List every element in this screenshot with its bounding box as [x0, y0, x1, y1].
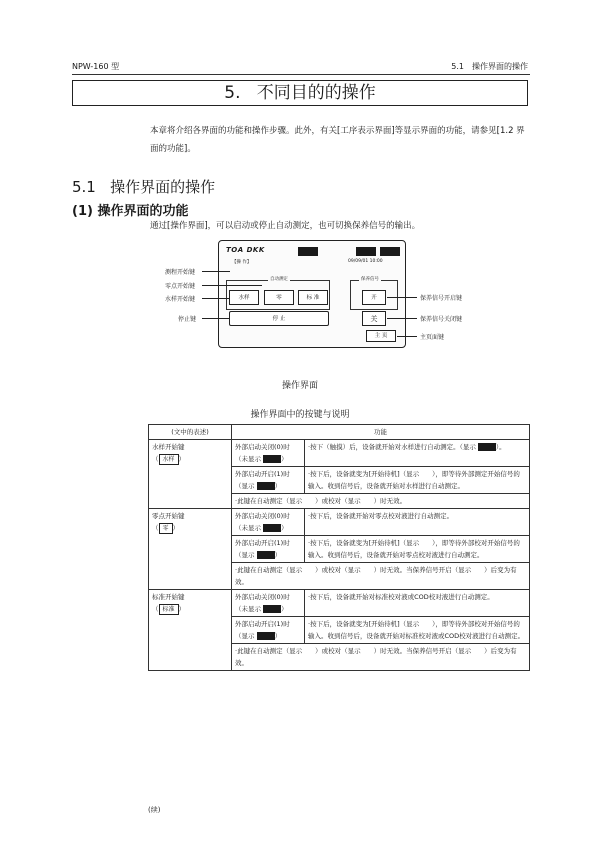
signal-on-button[interactable]: 开	[362, 290, 386, 305]
stop-button[interactable]: 停 止	[229, 311, 329, 326]
condition-on-show: （显示	[235, 482, 255, 490]
condition-on: 外部启动开启(1)时	[235, 470, 290, 478]
description-cell: ·按下后，设备就开始对标准校对液或COD校对液进行自动测定。	[305, 590, 530, 617]
condition-cell: 外部启动关闭(0)时 （未显示 ）	[232, 509, 305, 536]
callout-line	[397, 336, 417, 337]
indicator-block	[263, 455, 281, 463]
key-table	[148, 424, 530, 671]
key-cell: 标准开始键 （ 标准 ）	[149, 590, 232, 671]
condition-off-show: （未显示	[235, 605, 261, 613]
screen-datetime: 09/09/01 10:00	[348, 259, 383, 264]
condition-off-show: （未显示	[235, 455, 261, 463]
condition-on-show: （显示	[235, 551, 255, 559]
callout-line	[202, 285, 262, 286]
key-icon-standard: 标准	[159, 604, 179, 615]
key-name: 零点开始键	[152, 512, 185, 520]
condition-on-show: （显示	[235, 632, 255, 640]
callout-zero-start: 零点开始键	[165, 283, 196, 290]
callout-main-page: 主页面键	[420, 334, 445, 341]
subsection-title: 操作界面的功能	[97, 204, 189, 219]
description-cell: ·按下（触摸）后，设备就开始对水样进行自动测定。（显示 ）。	[305, 440, 530, 467]
condition-cell: 外部启动开启(1)时 （显示 ）	[232, 467, 305, 494]
callout-line	[387, 297, 417, 298]
screen-name: 【操 作】	[232, 260, 252, 265]
status-block	[298, 247, 318, 256]
condition-off: 外部启动关闭(0)时	[235, 443, 290, 451]
header-model: NPW-160 型	[72, 62, 120, 71]
indicator-block	[257, 551, 275, 559]
signal-group-label: 保养信号	[361, 277, 379, 282]
brand-logo: TOA DKK	[226, 246, 265, 254]
condition-cell: 外部启动开启(1)时 （显示 ）	[232, 536, 305, 563]
description-cell: ·按下后，设备就开始对零点校对液进行自动测定。	[305, 509, 530, 536]
table-caption: 操作界面中的按键与说明	[250, 410, 350, 420]
description-cell: ·按下后，设备就变为[开始待机]（显示 ），即等待外部校对开始信号的输入。收到信号后，设备就开始对标准校对液或COD校对液进行自动测定。	[305, 617, 530, 644]
description-off: ·按下（触摸）后，设备就开始对水样进行自动测定。（显示	[308, 443, 476, 451]
callout-water-start: 水样开始键	[165, 296, 196, 303]
chapter-title: 不同目的的操作	[256, 83, 376, 103]
condition-cell: 外部启动关闭(0)时 （未显示 ）	[232, 590, 305, 617]
key-cell: 水样开始键 （ 水样 ）	[149, 440, 232, 509]
condition-off: 外部启动关闭(0)时	[235, 593, 290, 601]
table-row	[149, 590, 530, 617]
callout-line	[202, 298, 229, 299]
auto-group-label: 自动测定	[270, 277, 288, 282]
table-header-row	[149, 425, 530, 440]
callout-signal-off: 保养信号关闭键	[420, 316, 463, 323]
indicator-block	[478, 443, 496, 451]
section-title: 操作界面的操作	[110, 178, 216, 196]
table-row	[149, 440, 530, 467]
panel-caption: 操作界面	[281, 381, 318, 391]
callout-measure-start: 测程开始键	[165, 269, 196, 276]
status-block-2	[356, 247, 376, 256]
key-name: 标准开始键	[152, 593, 185, 601]
indicator-block	[263, 605, 281, 613]
status-block-3	[380, 247, 400, 256]
chapter-number: 5.	[224, 83, 241, 103]
callout-line	[202, 318, 229, 319]
callout-signal-on: 保养信号开启键	[420, 295, 463, 302]
key-icon-zero: 零	[159, 523, 173, 534]
key-icon-water: 水样	[159, 454, 179, 465]
condition-cell: 外部启动开启(1)时 （显示 ）	[232, 617, 305, 644]
zero-start-button[interactable]: 零	[264, 290, 294, 305]
chapter-title-box	[72, 80, 528, 106]
callout-stop: 停止键	[178, 316, 197, 323]
standard-start-button[interactable]: 标 准	[298, 290, 328, 305]
callout-line	[387, 318, 417, 319]
note-cell: ·此键在自动测定（显示 ）或校对（显示 ）时无效。当保养信号开启（显示 ）后变为有效。	[232, 563, 530, 590]
subsection-lead: 通过[操作界面]，可以启动或停止自动测定，也可切换保养信号的输出。	[150, 221, 421, 231]
description-cell: ·按下后，设备就变为[开始待机]（显示 ），即等待外部测定开始信号的输入。收到信号后，设备就开始对水样进行自动测定。	[305, 467, 530, 494]
key-cell: 零点开始键 （ 零 ）	[149, 509, 232, 590]
header-function: 功能	[232, 425, 530, 440]
subsection-number: (1)	[72, 204, 93, 219]
condition-cell: 外部启动关闭(0)时 （未显示 ）	[232, 440, 305, 467]
condition-on: 外部启动开启(1)时	[235, 620, 290, 628]
description-cell: ·按下后，设备就变为[开始待机]（显示 ），即等待外部校对开始信号的输入。收到信号后，设备就开始对零点校对液进行自动测定。	[305, 536, 530, 563]
condition-off: 外部启动关闭(0)时	[235, 512, 290, 520]
intro-paragraph: 本章将介绍各界面的功能和操作步骤。此外，有关[工序表示界面]等显示界面的功能，请参见[1.2 界面的功能]。	[150, 126, 525, 154]
condition-on: 外部启动开启(1)时	[235, 539, 290, 547]
water-start-button[interactable]: 水样	[229, 290, 259, 305]
signal-off-button[interactable]: 关	[362, 311, 386, 326]
header-rule	[72, 74, 530, 75]
header-key: (文中的表述)	[149, 425, 232, 440]
header-section: 5.1 操作界面的操作	[451, 62, 528, 71]
indicator-block	[257, 632, 275, 640]
section-heading	[72, 176, 215, 197]
callout-line	[202, 271, 230, 272]
main-page-button[interactable]: 主 页	[366, 330, 396, 342]
indicator-block	[257, 482, 275, 490]
key-name: 水样开始键	[152, 443, 185, 451]
subsection-heading	[72, 200, 188, 219]
section-number: 5.1	[72, 178, 96, 196]
indicator-block	[263, 524, 281, 532]
note-cell: ·此键在自动测定（显示 ）或校对（显示 ）时无效。当保养信号开启（显示 ）后变为有效。	[232, 644, 530, 671]
continued-label: (续)	[148, 806, 161, 814]
note-cell: ·此键在自动测定（显示 ）或校对（显示 ）时无效。	[232, 494, 530, 509]
condition-off-show: （未显示	[235, 524, 261, 532]
table-row	[149, 509, 530, 536]
